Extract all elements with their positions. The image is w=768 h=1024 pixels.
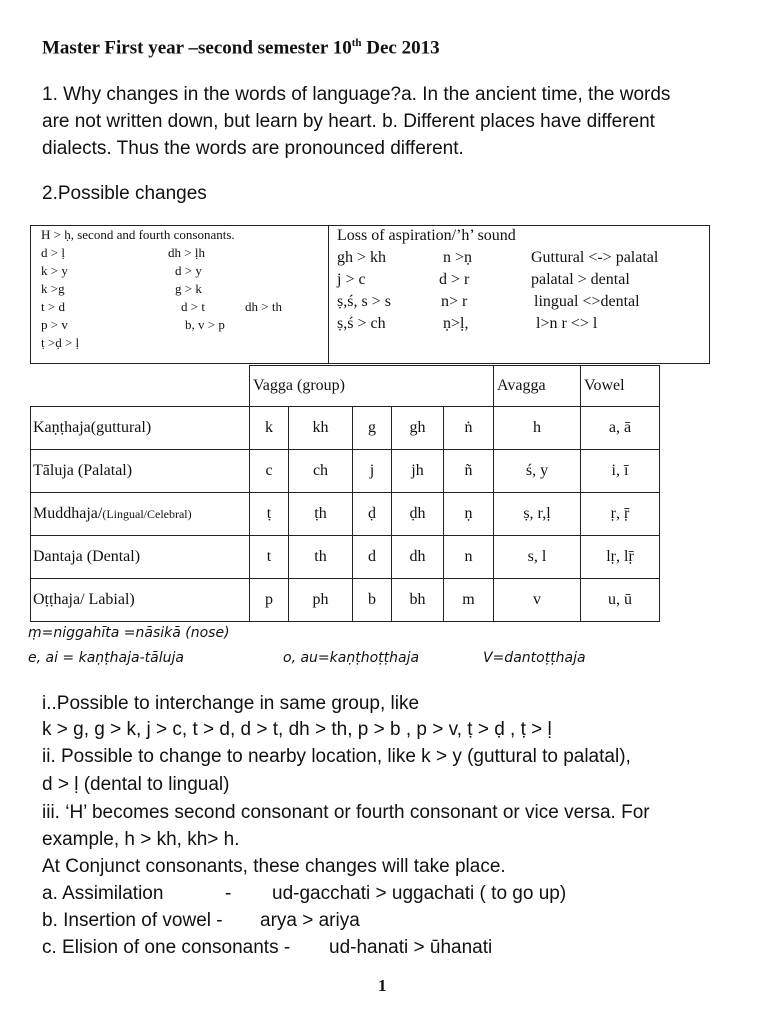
change-rule: p > v [41, 317, 68, 332]
change-rule: l>n r <> l [536, 315, 598, 332]
note-v: V=dantoṭṭhaja [483, 650, 586, 666]
consonant-cell: ṭh [289, 493, 353, 536]
consonant-cell: ṭ [250, 493, 289, 536]
consonant-cell: bh [392, 579, 444, 622]
conjunct-item: b. Insertion of vowel - [42, 910, 223, 931]
table-row [31, 493, 660, 536]
vowel-cell: a, ā [581, 407, 660, 450]
consonant-cell: ṅ [444, 407, 494, 450]
consonant-cell: gh [392, 407, 444, 450]
change-rule: b, v > p [185, 317, 225, 332]
consonant-cell: d [353, 536, 392, 579]
change-rule: palatal > dental [531, 271, 630, 288]
question-1-line: are not written down, but learn by heart. b. Different places have different [42, 111, 655, 132]
row-label: Kaṇṭhaja(guttural) [31, 407, 250, 450]
consonant-cell: ḍ [353, 493, 392, 536]
point-line: example, h > kh, kh> h. [42, 829, 240, 850]
consonant-cell: th [289, 536, 353, 579]
row-label: Dantaja (Dental) [31, 536, 250, 579]
vowel-cell: i, ī [581, 450, 660, 493]
change-rule: n> r [441, 293, 468, 310]
change-rule: k >g [41, 281, 65, 296]
change-rule: d > r [439, 271, 470, 288]
change-rule: ṭ >ḍ > ḷ [41, 335, 80, 350]
change-rule: gh > kh [337, 249, 387, 266]
vowel-cell: lṛ, lṝ [581, 536, 660, 579]
conjunct-item: c. Elision of one consonants - [42, 937, 291, 958]
consonant-cell: kh [289, 407, 353, 450]
table-row [31, 536, 660, 579]
point-line: k > g, g > k, j > c, t > d, d > t, dh > th, p > b , p > v, ṭ > ḍ , ṭ > ḷ [42, 719, 552, 740]
row-label: Oṭṭhaja/ Labial) [31, 579, 250, 622]
change-rule: t > d [41, 299, 65, 314]
note-niggahita: ṃ=niggahīta =nāsikā (nose) [28, 625, 230, 641]
conjunct-example: arya > ariya [260, 910, 360, 931]
question-1-line: dialects. Thus the words are pronounced different. [42, 138, 464, 159]
consonant-cell: jh [392, 450, 444, 493]
point-line: ii. Possible to change to nearby location, like k > y (guttural to palatal), [42, 746, 631, 767]
avagga-header: Avagga [494, 366, 581, 407]
table-row [31, 579, 660, 622]
consonant-cell: p [250, 579, 289, 622]
consonant-cell: n [444, 536, 494, 579]
change-rule: lingual <>dental [534, 293, 640, 310]
question-2-heading: 2.Possible changes [42, 183, 207, 204]
point-line: i..Possible to interchange in same group, like [42, 693, 420, 714]
table-header-row [31, 366, 660, 407]
change-rule: ṣ,ś, s > s [337, 293, 391, 310]
row-label: Muddhaja/(Lingual/Celebral) [31, 493, 250, 536]
point-line: At Conjunct consonants, these changes will take place. [42, 856, 506, 877]
consonant-cell: b [353, 579, 392, 622]
change-rule: dh > th [245, 299, 282, 314]
group-header: Vagga (group) [250, 366, 494, 407]
consonant-cell: j [353, 450, 392, 493]
change-rule: ṇ>ḷ, [443, 315, 469, 332]
avagga-cell: h [494, 407, 581, 450]
consonant-cell: k [250, 407, 289, 450]
avagga-cell: ś, y [494, 450, 581, 493]
phonetic-table [30, 365, 660, 622]
point-line: iii. ‘H’ becomes second consonant or fourth consonant or vice versa. For [42, 802, 650, 823]
conjunct-separator: - [225, 883, 232, 904]
conjunct-example: ud-hanati > ūhanati [329, 937, 493, 958]
point-line: d > ḷ (dental to lingual) [42, 774, 230, 795]
consonant-cell: ph [289, 579, 353, 622]
change-rule: n >ṇ [443, 249, 473, 266]
conjunct-example: ud-gacchati > uggachati ( to go up) [272, 883, 567, 904]
consonant-cell: ḍh [392, 493, 444, 536]
change-rule: k > y [41, 263, 68, 278]
change-rule: dh > ḷh [168, 245, 205, 260]
change-rule: j > c [337, 271, 366, 288]
changes-box [30, 225, 710, 364]
page-number: 1 [378, 976, 387, 995]
change-rule: d > ḷ [41, 245, 65, 260]
change-rule: g > k [175, 281, 202, 296]
question-1-line: 1. Why changes in the words of language?a. In the ancient time, the words [42, 84, 671, 105]
row-label: Tāluja (Palatal) [31, 450, 250, 493]
change-rule: d > y [175, 263, 202, 278]
vowel-cell: ṛ, ṝ [581, 493, 660, 536]
page-title: Master First year –second semester 10th Dec 2013 [42, 37, 440, 59]
avagga-cell: v [494, 579, 581, 622]
consonant-cell: ñ [444, 450, 494, 493]
consonant-cell: ṇ [444, 493, 494, 536]
avagga-cell: s, l [494, 536, 581, 579]
vowel-header: Vowel [581, 366, 660, 407]
change-rule: d > t [181, 299, 205, 314]
note-e-ai: e, ai = kaṇṭhaja-tāluja [28, 650, 184, 666]
table-row [31, 450, 660, 493]
conjunct-item: a. Assimilation [42, 883, 164, 904]
consonant-cell: m [444, 579, 494, 622]
note-o-au: o, au=kaṇṭhoṭṭhaja [283, 650, 420, 666]
consonant-cell: g [353, 407, 392, 450]
vowel-cell: u, ū [581, 579, 660, 622]
change-rule: ṣ,ś > ch [337, 315, 386, 332]
consonant-cell: c [250, 450, 289, 493]
change-rule: H > ḥ, second and fourth consonants. [41, 227, 235, 242]
avagga-cell: ṣ, r,ḷ [494, 493, 581, 536]
table-row [31, 407, 660, 450]
consonant-cell: dh [392, 536, 444, 579]
change-rule: Guttural <-> palatal [531, 249, 659, 266]
box-right-heading: Loss of aspiration/’h’ sound [337, 227, 516, 244]
consonant-cell: ch [289, 450, 353, 493]
consonant-cell: t [250, 536, 289, 579]
